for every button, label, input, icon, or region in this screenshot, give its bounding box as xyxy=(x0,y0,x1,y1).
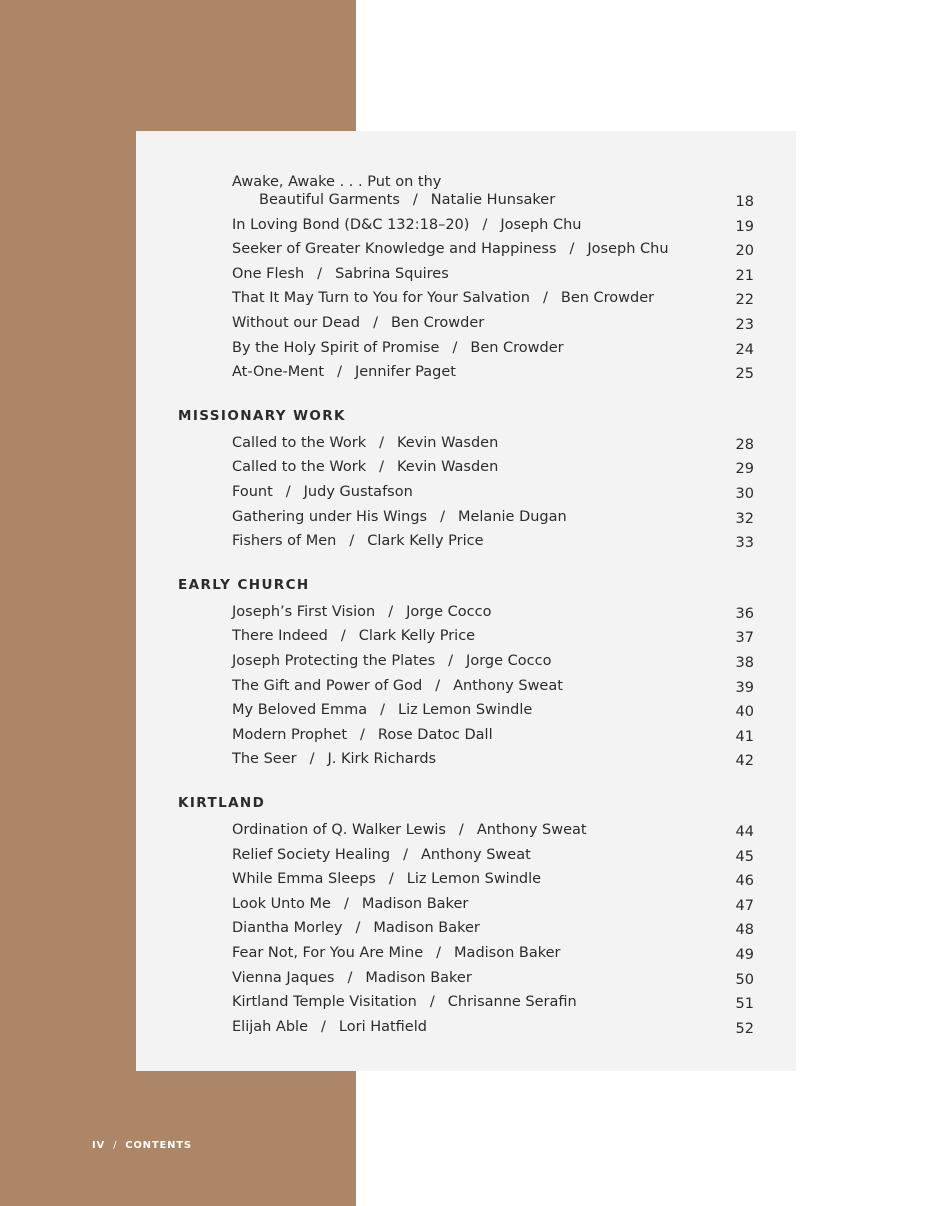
entry-author: Ben Crowder xyxy=(560,290,655,307)
entry-page-number: 38 xyxy=(735,655,754,671)
toc-entry[interactable] xyxy=(232,750,796,774)
entry-page-number: 45 xyxy=(735,848,754,865)
entry-title-line2-wrap xyxy=(232,191,796,209)
toc-entry[interactable] xyxy=(232,483,796,507)
entry-page-number: 32 xyxy=(735,510,754,527)
toc-entry[interactable] xyxy=(232,265,796,289)
entry-author: Joseph Chu xyxy=(500,216,582,233)
entry-separator: / xyxy=(569,241,575,258)
entry-title: My Beloved Emma xyxy=(232,702,368,719)
toc-entry[interactable] xyxy=(232,363,796,387)
entry-page-number: 52 xyxy=(735,1020,754,1037)
entry-author: Lori Hatfield xyxy=(338,1018,427,1035)
entry-page-number: 39 xyxy=(735,679,754,696)
entry-separator: / xyxy=(436,945,442,961)
entry-title: The Gift and Power of God xyxy=(232,677,423,694)
entry-title: By the Holy Spirit of Promise xyxy=(232,339,440,356)
entry-title: In Loving Bond (D&C 132:18–20) xyxy=(232,216,470,233)
entry-separator: / xyxy=(448,653,454,669)
entry-title: Fear Not, For You Are Mine xyxy=(232,945,424,961)
entry-title: Fount xyxy=(232,484,273,500)
footer-separator: / xyxy=(113,1140,118,1151)
entry-page-number: 47 xyxy=(735,897,754,914)
entry-separator: / xyxy=(440,508,445,525)
entry-separator: / xyxy=(355,920,361,937)
entry-page-number: 20 xyxy=(735,243,754,260)
entry-author: Madison Baker xyxy=(373,920,480,937)
entry-author: Jorge Cocco xyxy=(406,603,492,620)
entry-author: Clark Kelly Price xyxy=(358,628,476,645)
section-heading: MISSIONARY WORK xyxy=(178,407,346,424)
entry-page-number: 42 xyxy=(735,753,754,770)
entry-author: Natalie Hunsaker xyxy=(430,192,556,208)
entry-title: That It May Turn to You for Your Salvation xyxy=(232,290,530,307)
entry-page-number: 37 xyxy=(735,630,754,647)
entry-separator: / xyxy=(317,265,323,282)
entry-separator: / xyxy=(285,484,291,500)
toc-entry[interactable] xyxy=(232,240,796,264)
entry-title: Called to the Work xyxy=(232,434,367,451)
entry-separator: / xyxy=(452,339,458,356)
section-heading: EARLY CHURCH xyxy=(178,576,310,593)
toc-entry[interactable] xyxy=(232,969,796,993)
entry-page-number: 19 xyxy=(735,218,754,235)
entry-title: Look Unto Me xyxy=(232,895,331,912)
entry-author: Kevin Wasden xyxy=(396,459,499,476)
entry-title: Diantha Morley xyxy=(232,920,343,937)
toc-entry[interactable] xyxy=(232,458,796,482)
entry-separator: / xyxy=(337,364,342,381)
section-heading: KIRTLAND xyxy=(178,795,266,811)
entry-title: Fishers of Men xyxy=(232,533,337,550)
entry-separator: / xyxy=(379,459,384,476)
entry-author: Liz Lemon Swindle xyxy=(406,871,542,888)
entry-separator: / xyxy=(309,751,315,768)
entry-author: Ben Crowder xyxy=(390,315,485,331)
toc-entry[interactable] xyxy=(232,603,796,627)
entry-page-number: 33 xyxy=(735,535,754,552)
entry-page-number: 41 xyxy=(735,728,754,745)
entry-author: Anthony Sweat xyxy=(453,677,563,694)
entry-author: Jorge Cocco xyxy=(466,653,552,669)
entry-separator: / xyxy=(321,1018,326,1035)
entry-title-line1: Awake, Awake . . . Put on thy xyxy=(232,174,442,190)
entry-title: There Indeed xyxy=(232,628,328,645)
entry-page-number: 23 xyxy=(735,317,754,333)
entry-title: Joseph Protecting the Plates xyxy=(232,653,436,669)
entry-title: Gathering under His Wings xyxy=(232,508,428,525)
toc-entry[interactable] xyxy=(232,726,796,750)
entry-title: The Seer xyxy=(232,751,297,768)
entry-author: Judy Gustafson xyxy=(303,484,413,500)
entry-separator: / xyxy=(429,994,435,1011)
entry-title: Ordination of Q. Walker Lewis xyxy=(232,822,446,838)
entry-author: Sabrina Squires xyxy=(335,265,449,282)
entry-author: Anthony Sweat xyxy=(476,822,587,838)
entry-title: While Emma Sleeps xyxy=(232,871,376,888)
entry-title: Kirtland Temple Visitation xyxy=(232,994,417,1011)
entry-separator: / xyxy=(360,726,365,743)
entry-separator: / xyxy=(482,216,488,233)
toc-entry[interactable] xyxy=(232,508,796,532)
entry-author: Kevin Wasden xyxy=(396,434,499,451)
entry-author: Ben Crowder xyxy=(470,339,564,356)
entry-page-number: 51 xyxy=(735,996,754,1013)
entry-page-number: 36 xyxy=(735,605,754,622)
entry-title: Seeker of Greater Knowledge and Happiness xyxy=(232,241,557,258)
toc-entry[interactable] xyxy=(232,339,796,363)
entry-page-number: 48 xyxy=(735,922,754,939)
toc-entry[interactable] xyxy=(232,677,796,701)
toc-entry[interactable] xyxy=(232,821,796,845)
entry-author: Liz Lemon Swindle xyxy=(397,702,533,719)
entry-separator: / xyxy=(373,315,378,331)
contents-panel xyxy=(136,131,796,1071)
page-footer xyxy=(92,1140,192,1151)
entry-separator: / xyxy=(403,846,408,863)
entry-separator: / xyxy=(343,895,349,912)
entry-separator: / xyxy=(388,871,394,888)
entry-author: Jennifer Paget xyxy=(354,364,456,381)
toc-entry[interactable] xyxy=(232,919,796,943)
entry-separator: / xyxy=(388,603,394,620)
entry-author: Madison Baker xyxy=(361,895,469,912)
toc-entry[interactable] xyxy=(232,216,796,240)
entry-separator: / xyxy=(349,533,355,550)
entry-separator: / xyxy=(412,192,418,208)
toc-entry[interactable] xyxy=(232,314,796,338)
toc-entry[interactable] xyxy=(232,173,796,215)
toc-entry[interactable] xyxy=(232,870,796,894)
entry-page-number: 21 xyxy=(735,267,754,284)
footer-section-label: CONTENTS xyxy=(125,1140,192,1151)
entry-title: Vienna Jaques xyxy=(232,969,335,986)
entry-page-number: 30 xyxy=(735,486,754,502)
entry-page-number: 50 xyxy=(735,971,754,988)
entry-author: Clark Kelly Price xyxy=(367,533,484,550)
entry-title: At-One-Ment xyxy=(232,364,325,381)
entry-separator: / xyxy=(347,969,353,986)
entry-title: One Flesh xyxy=(232,265,305,282)
entry-separator: / xyxy=(435,677,441,694)
entry-page-number: 46 xyxy=(735,873,754,890)
entry-title-line2: Beautiful Garments xyxy=(259,192,400,208)
toc-entry[interactable] xyxy=(232,627,796,651)
entry-author: Joseph Chu xyxy=(587,241,669,258)
toc-entry[interactable] xyxy=(232,895,796,919)
toc-entry[interactable] xyxy=(232,1018,796,1042)
entry-separator: / xyxy=(542,290,548,307)
entry-separator: / xyxy=(458,822,464,838)
entry-page-number: 25 xyxy=(735,366,754,383)
entry-page-number: 29 xyxy=(735,461,754,478)
entry-title: Relief Society Healing xyxy=(232,846,391,863)
entry-page-number: 40 xyxy=(735,704,754,721)
toc-entry[interactable] xyxy=(232,701,796,725)
entry-author: Madison Baker xyxy=(454,945,561,961)
entry-page-number: 49 xyxy=(735,947,754,963)
entry-author: Chrisanne Serafin xyxy=(447,994,577,1011)
entry-page-number: 44 xyxy=(735,824,754,840)
entry-title: Modern Prophet xyxy=(232,726,348,743)
toc-entry[interactable] xyxy=(232,944,796,968)
toc-entry[interactable] xyxy=(232,532,796,556)
entry-author: Rose Datoc Dall xyxy=(377,726,493,743)
entry-separator: / xyxy=(340,628,346,645)
entry-title: Called to the Work xyxy=(232,459,367,476)
entry-author: Madison Baker xyxy=(365,969,472,986)
entry-title: Without our Dead xyxy=(232,315,361,331)
toc-entry[interactable] xyxy=(232,434,796,458)
entry-title: Joseph’s First Vision xyxy=(232,603,376,620)
entry-page-number: 28 xyxy=(735,436,754,453)
entry-separator: / xyxy=(380,702,385,719)
entry-author: Anthony Sweat xyxy=(420,846,531,863)
entry-page-number: 24 xyxy=(735,341,754,358)
entry-author: J. Kirk Richards xyxy=(327,751,437,768)
toc-entry[interactable] xyxy=(232,652,796,676)
entry-page-number: 18 xyxy=(735,194,754,210)
footer-page-number: IV xyxy=(92,1140,106,1151)
entry-title: Elijah Able xyxy=(232,1018,309,1035)
entry-author: Melanie Dugan xyxy=(457,508,567,525)
toc-entry[interactable] xyxy=(232,846,796,870)
entry-separator: / xyxy=(379,434,384,451)
toc-entry[interactable] xyxy=(232,993,796,1017)
toc-entry[interactable] xyxy=(232,289,796,313)
entry-page-number: 22 xyxy=(735,292,754,309)
